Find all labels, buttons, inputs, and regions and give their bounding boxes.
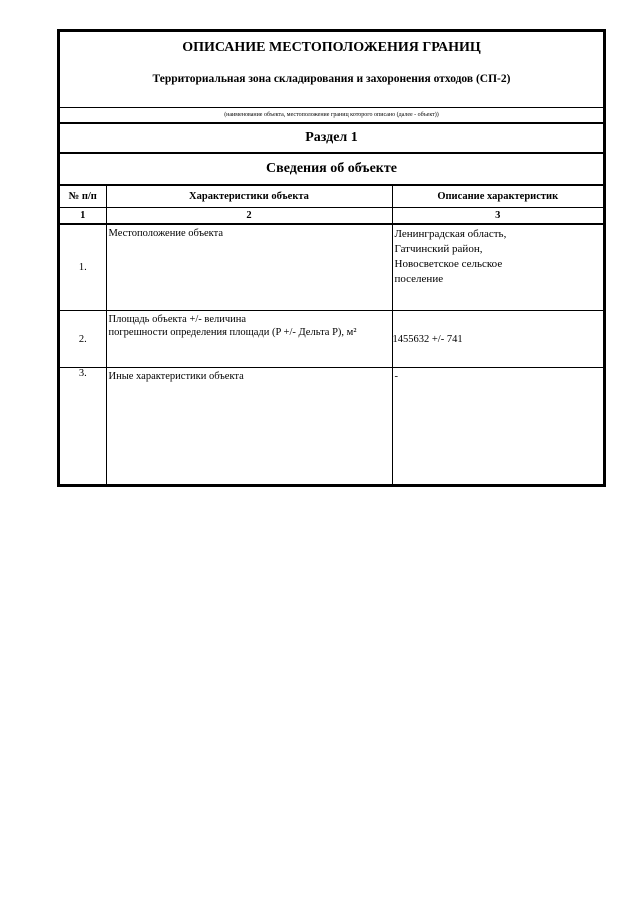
header-description: Описание характеристик (392, 186, 603, 208)
row-number: 3. (60, 368, 106, 485)
row-description: Ленинградская область, Гатчинский район, Новосветское сельское поселение (392, 224, 603, 311)
section-title: Раздел 1 (305, 130, 358, 145)
header-characteristic: Характеристики объекта (106, 186, 392, 208)
section-subheading (60, 154, 603, 186)
document-subtitle: Территориальная зона складирования и захоронения отходов (СП-2) (152, 73, 511, 85)
table-row (60, 311, 603, 368)
table-header-row (60, 186, 603, 208)
header-number: № п/п (60, 186, 106, 208)
row-characteristic: Иные характеристики объекта (106, 368, 392, 485)
row-number: 2. (60, 311, 106, 368)
row-description: 1455632 +/- 741 (392, 311, 603, 368)
object-caption (60, 108, 603, 124)
row-number: 1. (60, 224, 106, 311)
column-number-1: 1 (60, 208, 106, 225)
column-number-3: 3 (392, 208, 603, 225)
row-characteristic: Местоположение объекта (106, 224, 392, 311)
object-info-table (60, 186, 603, 484)
table-row (60, 368, 603, 485)
document-header (60, 32, 603, 108)
document-title: ОПИСАНИЕ МЕСТОПОЛОЖЕНИЯ ГРАНИЦ (182, 40, 481, 55)
column-number-2: 2 (106, 208, 392, 225)
document-frame (57, 29, 606, 487)
table-column-numbers-row (60, 208, 603, 225)
table-row (60, 224, 603, 311)
row-characteristic: Площадь объекта +/- величина погрешности определения площади (P +/- Дельта P), м² (106, 311, 392, 368)
row-description: - (392, 368, 603, 485)
section-subtitle: Сведения об объекте (266, 161, 397, 176)
section-heading (60, 124, 603, 154)
object-caption-text: (наименование объекта, местоположение границ которого описано (далее - объект)) (224, 112, 439, 118)
